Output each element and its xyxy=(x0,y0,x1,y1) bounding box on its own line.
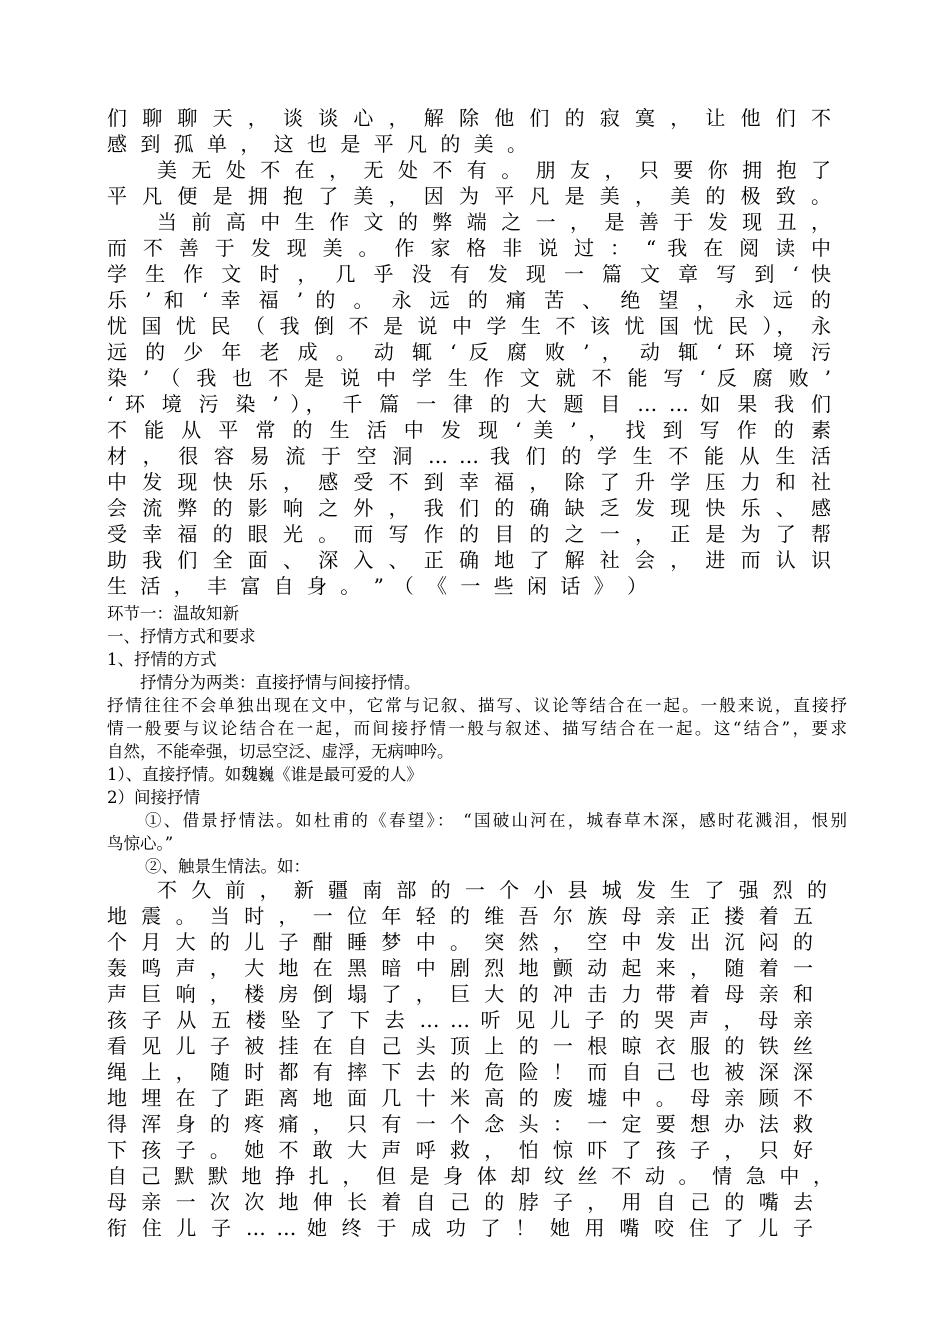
text-line: 不 久 前 ， 新 疆 南 部 的 一 个 小 县 城 发 生 了 强 烈 的 xyxy=(157,878,827,902)
text-line: 抒情往往不会单独出现在文中，它常与记叙、描写、议论等结合在一起。一般来说，直接抒 xyxy=(107,696,847,715)
text-line: 衔 住 儿 子 … … 她 终 于 成 功 了 ！ 她 用 嘴 咬 住 了 儿 子 xyxy=(107,1216,813,1240)
text-line: 情一般要与议论结合在一起，而间接抒情一般与叙述、描写结合在一起。这“结合”，要求 xyxy=(107,719,847,738)
text-line: 鸟惊心。” xyxy=(107,834,174,853)
text-line: 不 能 从 平 常 的 生 活 中 发 现 ‘ 美 ’ ， 找 到 写 作 的 素 xyxy=(107,418,831,442)
text-line: 孩 子 从 五 楼 坠 了 下 去 … … 听 见 儿 子 的 哭 声 ， 母 亲 xyxy=(107,1008,813,1032)
text-line: 1）、直接抒情。如魏巍《谁是最可爱的人》 xyxy=(107,765,423,784)
text-line: 声 巨 响 ， 楼 房 倒 塌 了 ， 巨 大 的 冲 击 力 带 着 母 亲 和 xyxy=(107,982,813,1006)
text-line: 助 我 们 全 面 、 深 入 、 正 确 地 了 解 社 会 ， 进 而 认 识 xyxy=(107,548,831,572)
text-line: 地 埋 在 了 距 离 地 面 几 十 米 高 的 废 墟 中 。 母 亲 顾 不 xyxy=(107,1086,813,1110)
text-line: 下 孩 子 。 她 不 敢 大 声 呼 救 ， 怕 惊 吓 了 孩 子 ， 只 好 xyxy=(107,1138,813,1162)
text-line: 地 震 。 当 时 ， 一 位 年 轻 的 维 吾 尔 族 母 亲 正 搂 着 五 xyxy=(107,904,813,928)
text-line: 平 凡 便 是 拥 抱 了 美 ， 因 为 平 凡 是 美 ， 美 的 极 致 。 xyxy=(107,184,831,208)
text-line: 染 ’ （ 我 也 不 是 说 中 学 生 作 文 就 不 能 写 ‘ 反 腐 败 ’ xyxy=(107,366,831,390)
text-line: 中 发 现 快 乐 ， 感 受 不 到 幸 福 ， 除 了 升 学 压 力 和 社 xyxy=(107,470,831,494)
text-line: 远 的 少 年 老 成 。 动 辄 ‘ 反 腐 败 ’ ， 动 辄 ‘ 环 境 污 xyxy=(107,340,831,364)
text-line: 们 聊 聊 天 ， 谈 谈 心 ， 解 除 他 们 的 寂 寞 ， 让 他 们 不 xyxy=(107,106,831,130)
text-line: 材 ， 很 容 易 流 于 空 洞 … … 我 们 的 学 生 不 能 从 生 活 xyxy=(107,444,831,468)
text-line: 乐 ’ 和 ‘ 幸 福 ’ 的 。 永 远 的 痛 苦 、 绝 望 ， 永 远 的 xyxy=(107,288,831,312)
text-line: ②、触景生情法。如： xyxy=(145,857,310,876)
text-line: 轰 鸣 声 ， 大 地 在 黑 暗 中 剧 烈 地 颤 动 起 来 ， 随 着 一 xyxy=(107,956,813,980)
text-line: 会 流 弊 的 影 响 之 外 ， 我 们 的 确 缺 乏 发 现 快 乐 、 感 xyxy=(107,496,831,520)
text-line: 绳 上 ， 随 时 都 有 摔 下 去 的 危 险 ！ 而 自 己 也 被 深 深 xyxy=(107,1060,813,1084)
section-heading: 一、抒情方式和要求 xyxy=(107,627,256,646)
text-line: 母 亲 一 次 次 地 伸 长 着 自 己 的 脖 子 ， 用 自 己 的 嘴 去 xyxy=(107,1190,813,1214)
text-line: 得 浑 身 的 疼 痛 ， 只 有 一 个 念 头 ： 一 定 要 想 办 法 救 xyxy=(107,1112,813,1136)
text-line: 当 前 高 中 生 作 文 的 弊 端 之 一 ， 是 善 于 发 现 丑 ， xyxy=(157,210,831,234)
text-line: 受 幸 福 的 眼 光 。 而 写 作 的 目 的 之 一 ， 正 是 为 了 帮 xyxy=(107,522,831,546)
text-line: 忧 国 忧 民 （ 我 倒 不 是 说 中 学 生 不 该 忧 国 忧 民 ）， 永 xyxy=(107,314,831,338)
text-line: 2）间接抒情 xyxy=(107,788,200,807)
text-line: 自然，不能牵强，切忌空泛、虚浮，无病呻吟。 xyxy=(107,742,454,761)
text-line: 而 不 善 于 发 现 美 。 作 家 格 非 说 过 ： “ 我 在 阅 读 中 xyxy=(107,236,831,260)
text-line: ‘ 环 境 污 染 ’ ）， 千 篇 一 律 的 大 题 目 … … 如 果 我 们 xyxy=(107,392,831,416)
text-line: 学 生 作 文 时 ， 几 乎 没 有 发 现 一 篇 文 章 写 到 ‘ 快 xyxy=(107,262,831,286)
section-heading: 环节一：温故知新 xyxy=(107,604,239,623)
text-line: 抒情分为两类：直接抒情与间接抒情。 xyxy=(140,673,421,692)
text-line: 感 到 孤 单 ， 这 也 是 平 凡 的 美 。 xyxy=(107,132,527,156)
text-line: 自 己 默 默 地 挣 扎 ， 但 是 身 体 却 纹 丝 不 动 。 情 急 中 ， xyxy=(107,1164,833,1188)
text-line: 看 见 儿 子 被 挂 在 自 己 头 顶 上 的 一 根 晾 衣 服 的 铁 丝 xyxy=(107,1034,813,1058)
text-line: 个 月 大 的 儿 子 酣 睡 梦 中 。 突 然 ， 空 中 发 出 沉 闷 的 xyxy=(107,930,813,954)
text-line: ①、借景抒情法。如杜甫的《春望》： “国破山河在，城春草木深，感时花溅泪，恨别 xyxy=(145,811,847,830)
text-line: 美 无 处 不 在 ， 无 处 不 有 。 朋 友 ， 只 要 你 拥 抱 了 xyxy=(157,158,831,182)
subsection-heading: 1、抒情的方式 xyxy=(107,650,217,669)
text-line: 生 活 ， 丰 富 自 身 。 ” （ 《 一 些 闲 话 》 ） xyxy=(107,574,647,598)
